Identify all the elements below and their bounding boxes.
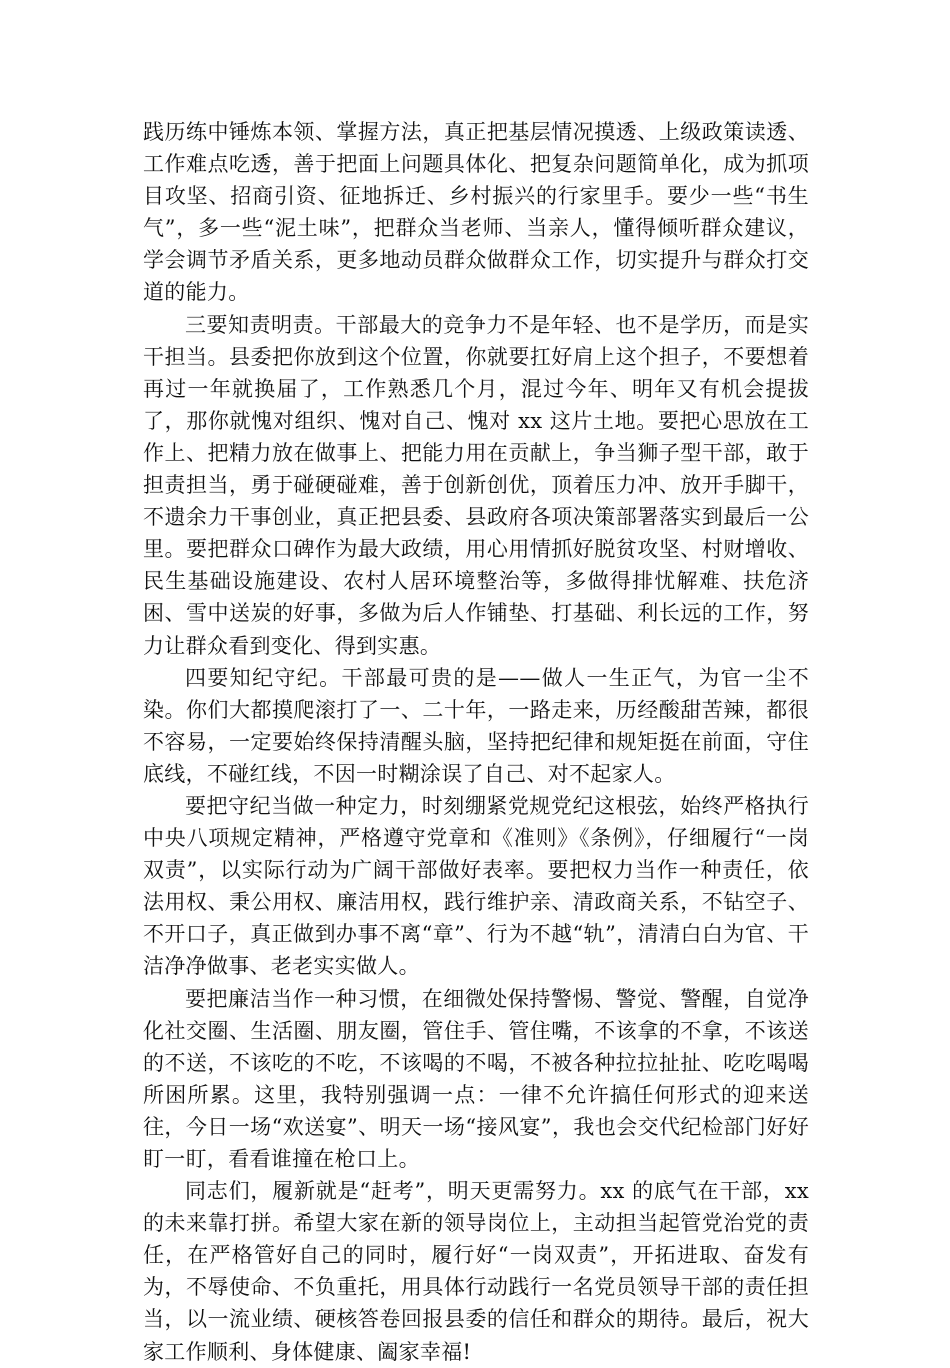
paragraph-1: 践历练中锤炼本领、掌握方法，真正把基层情况摸透、上级政策读透、工作难点吃透，善于把面上问题具体化、把复杂问题简单化，成为抓项目攻坚、招商引资、征地拆迁、乡村振兴的行家里手。要少一些“书生气”，多一些“泥土味”，把群众当老师、当亲人，懂得倾听群众建议，学会调节矛盾关系，更多地动员群众做群众工作，切实提升与群众打交道的能力。	[143, 120, 809, 305]
paragraph-5: 要把廉洁当作一种习惯，在细微处保持警惕、警觉、警醒，自觉净化社交圈、生活圈、朋友圈，管住手、管住嘴，不该拿的不拿，不该送的不送，不该吃的不吃，不该喝的不喝，不被各种拉拉扯扯、吃吃喝喝所困所累。这里，我特别强调一点：一律不允许搞任何形式的迎来送往，今日一场“欢送宴”、明天一场“接风宴”，我也会交代纪检部门好好盯一盯，看看谁撞在枪口上。	[143, 986, 809, 1171]
paragraph-2: 三要知责明责。干部最大的竞争力不是年轻、也不是学历，而是实干担当。县委把你放到这个位置，你就要扛好肩上这个担子，不要想着再过一年就换届了，工作熟悉几个月，混过今年、明年又有机会提拔了，那你就愧对组织、愧对自己、愧对 xx 这片土地。要把心思放在工作上、把精力放在做事上、把能力用在贡献上，争当狮子型干部，敢于担责担当，勇于碰硬碰难，善于创新创优，顶着压力冲、放开手脚干，不遗余力干事创业，真正把县委、县政府各项决策部署落实到最后一公里。要把群众口碑作为最大政绩，用心用情抓好脱贫攻坚、村财增收、民生基础设施建设、农村人居环境整治等，多做得排忧解难、扶危济困、雪中送炭的好事，多做为后人作铺垫、打基础、利长远的工作，努力让群众看到变化、得到实惠。	[143, 312, 809, 658]
document-body	[143, 116, 809, 1368]
paragraph-4: 要把守纪当做一种定力，时刻绷紧党规党纪这根弦，始终严格执行中央八项规定精神，严格遵守党章和《准则》《条例》，仔细履行“一岗双责”，以实际行动为广阔干部做好表率。要把权力当作一种责任，依法用权、秉公用权、廉洁用权，践行维护亲、清政商关系，不钻空子、不开口子，真正做到办事不离“章”、行为不越“轨”，清清白白为官、干洁净净做事、老老实实做人。	[143, 793, 809, 979]
paragraph-3: 四要知纪守纪。干部最可贵的是——做人一生正气，为官一尘不染。你们大都摸爬滚打了一、二十年，一路走来，历经酸甜苦辣，都很不容易，一定要始终保持清醒头脑，坚持把纪律和规矩挺在前面，守住底线，不碰红线，不因一时糊涂误了自己、对不起家人。	[143, 665, 809, 786]
paragraph-6: 同志们，履新就是“赶考”，明天更需努力。xx 的底气在干部，xx 的未来靠打拼。希望大家在新的领导岗位上，主动担当起管党治党的责任，在严格管好自己的同时，履行好“一岗双责”，开拓进取、奋发有为，不辱使命、不负重托，用具体行动践行一名党员领导干部的责任担当，以一流业绩、硬核答卷回报县委的信任和群众的期待。最后，祝大家工作顺利、身体健康、阖家幸福!	[143, 1179, 809, 1364]
